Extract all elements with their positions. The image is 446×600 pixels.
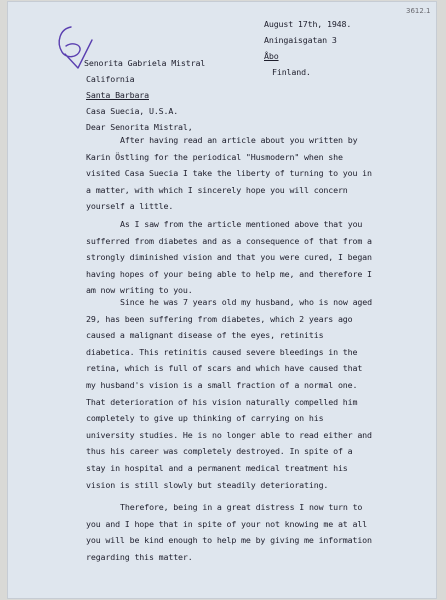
- paragraph-3: Since he was 7 years old my husband, who is now aged 29, has been suffering from diabetes, which 2 years ago caused a malignant disease of the eyes, retinitis diabetica. This retinitis caused severe bleedings in the retina, which is full of scars and which have caused that my husband's vision is a small fraction of a normal one. That deterioration of his vision naturally compelled him completely to give up thinking of carrying on his university studies. He is no longer able to read either and thus his career was completely destroyed. In spite of a stay in hospital and a permanent medical treatment his vision is still slowly but steadily deteriorating.: [86, 297, 372, 490]
- salutation: Dear Senorita Mistral,: [86, 122, 193, 132]
- sender-country: Finland.: [272, 67, 311, 77]
- letter-page: [8, 2, 436, 598]
- archive-ref-number: 3612.1: [406, 7, 431, 15]
- letter-date: August 17th, 1948.: [264, 19, 352, 29]
- recipient-state: California: [86, 74, 135, 84]
- sender-city: Åbo: [264, 51, 279, 61]
- recipient-name: Senorita Gabriela Mistral: [84, 58, 206, 68]
- sender-street: Aningaisgatan 3: [264, 35, 337, 45]
- recipient-country: Casa Suecia, U.S.A.: [86, 106, 179, 116]
- recipient-city: Santa Barbara: [86, 90, 149, 100]
- paragraph-1: After having read an article about you written by Karin Östling for the periodical "Husmodern" when she visited Casa Suecia I take the liberty of turning to you in a matter, with which I sincerely hope you will concern yourself a little.: [86, 135, 372, 212]
- paragraph-2: As I saw from the article mentioned above that you sufferred from diabetes and as a consequence of that from a strongly diminished vision and that you were cured, I began having hopes of your being able to help me, and therefore I am now writing to you.: [86, 219, 372, 296]
- paragraph-4: Therefore, being in a great distress I now turn to you and I hope that in spite of your not knowing me at all you will be kind enough to help me by giving me information regarding this matter.: [86, 502, 372, 562]
